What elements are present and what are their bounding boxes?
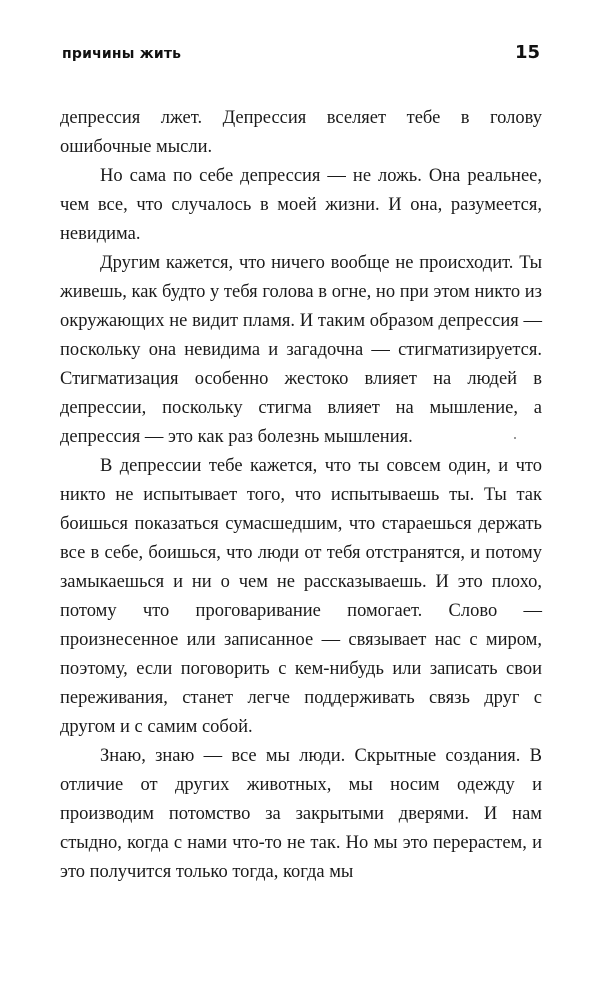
paragraph: Другим кажется, что ничего вообще не происходит. Ты живешь, как будто у тебя голова в огне, но при этом никто из окружающих не видит пламя. И таким образом депрессия — поскольку она невидима и загадочна — стигматизируется. Стигматизация особенно жестоко влияет на людей в депрессии, поскольку стигма влияет на мышление, а депрессия — это как раз болезнь мышления. bbox=[60, 253, 542, 447]
print-speck bbox=[514, 437, 516, 439]
running-title: причины жить bbox=[62, 46, 182, 62]
running-head bbox=[62, 42, 540, 63]
paragraph: Знаю, знаю — все мы люди. Скрытные создания. В отличие от других животных, мы носим одежду и производим потомство за закрытыми дверями. И нам стыдно, когда с нами что-то не так. Но мы это перерастем, и это получится только тогда, когда мы bbox=[60, 746, 542, 882]
paragraph: Но сама по себе депрессия — не ложь. Она реальнее, чем все, что случалось в моей жизни. И она, разумеется, невидима. bbox=[60, 166, 542, 244]
page-number: 15 bbox=[514, 42, 540, 63]
body-text bbox=[60, 104, 542, 887]
paragraph: В депрессии тебе кажется, что ты совсем один, и что никто не испытывает того, что испытываешь ты. Ты так боишься показаться сумасшедшим, что стараешься держать все в себе, боишься, что люди от тебя отстранятся, и потому замыкаешься и ни о чем не рассказываешь. И это плохо, потому что проговаривание помогает. Слово — произнесенное или записанное — связывает нас с миром, поэтому, если поговорить с кем-нибудь или записать свои переживания, станет легче поддерживать связь друг с другом и с самим собой. bbox=[60, 456, 542, 737]
paragraph-continued: депрессия лжет. Депрессия вселяет тебе в голову ошибочные мысли. bbox=[60, 108, 542, 157]
